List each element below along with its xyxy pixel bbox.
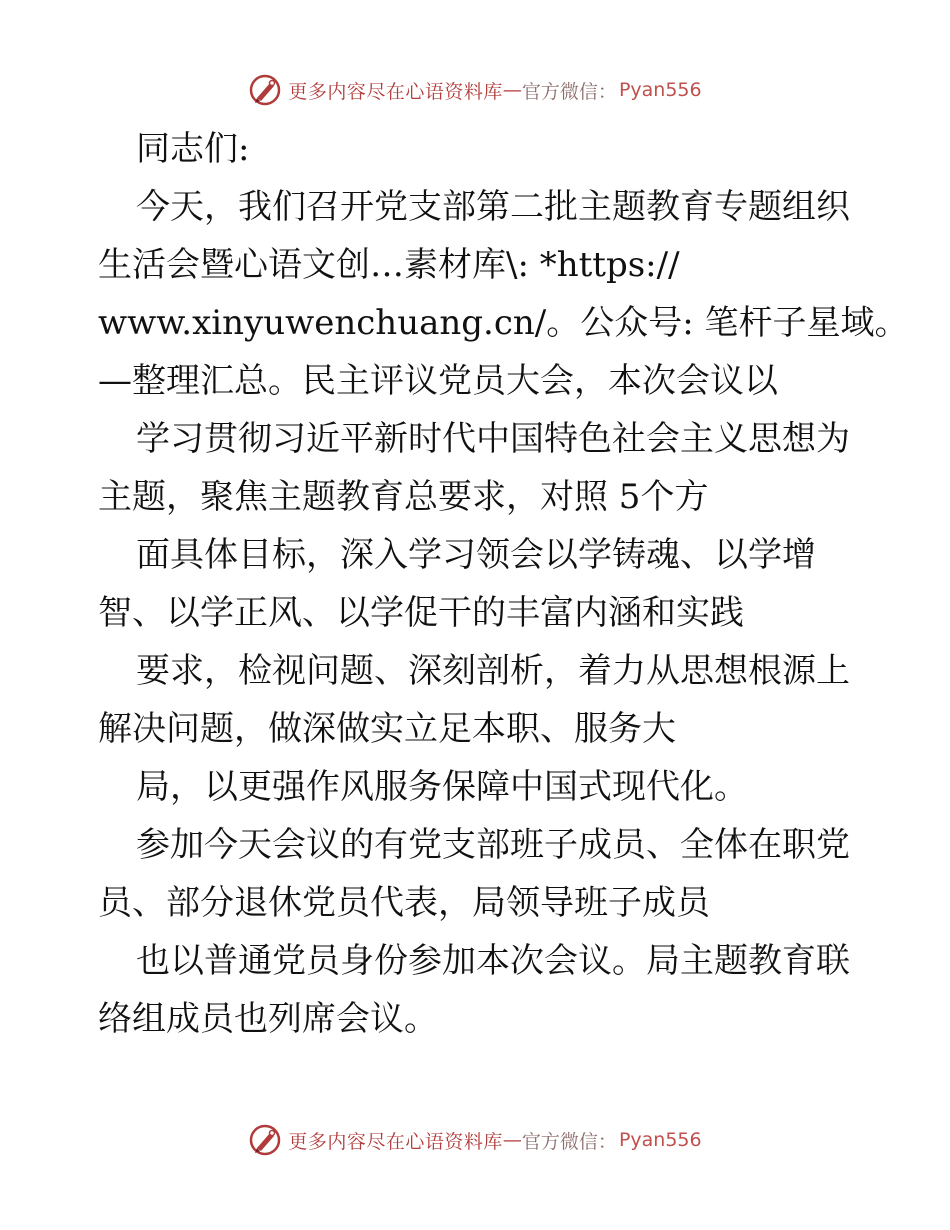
footer-separator: — bbox=[502, 1129, 522, 1151]
text-line: 面具体目标，深入学习领会以学铸魂、以学增 bbox=[136, 535, 816, 575]
header-wechat-id: Pyan556 bbox=[618, 79, 702, 101]
footer-wechat-id: Pyan556 bbox=[618, 1129, 702, 1151]
text-line: 生活会暨心语文创…素材库\: *https:// bbox=[98, 245, 680, 285]
text-line: 同志们: bbox=[136, 129, 250, 169]
footer-banner-text: 更多内容尽在心语资料库 bbox=[288, 1130, 503, 1153]
text-line: 学习贯彻习近平新时代中国特色社会主义思想为 bbox=[136, 419, 850, 459]
text-line: 解决问题，做深做实立足本职、服务大 bbox=[98, 709, 676, 749]
text-line: 今天，我们召开党支部第二批主题教育专题组织 bbox=[136, 187, 850, 227]
text-line: www.xinyuwenchuang.cn/。公众号: 笔杆子星域。 bbox=[98, 303, 909, 343]
text-line: 要求，检视问题、深刻剖析，着力从思想根源上 bbox=[136, 651, 850, 691]
text-line: —整理汇总。民主评议党员大会，本次会议以 bbox=[98, 361, 778, 401]
footer-banner[interactable] bbox=[0, 1120, 950, 1160]
text-line: 局，以更强作风服务保障中国式现代化。 bbox=[136, 767, 748, 807]
pen-logo-icon bbox=[248, 1123, 282, 1157]
header-separator: — bbox=[502, 79, 522, 101]
header-banner[interactable] bbox=[0, 70, 950, 110]
text-line: 主题，聚焦主题教育总要求，对照 5个方 bbox=[98, 477, 709, 517]
text-line: 参加今天会议的有党支部班子成员、全体在职党 bbox=[136, 825, 850, 865]
text-line: 也以普通党员身份参加本次会议。局主题教育联 bbox=[136, 941, 850, 981]
footer-wechat-label: 官方微信： bbox=[521, 1130, 617, 1153]
pen-logo-icon bbox=[248, 73, 282, 107]
header-wechat-label: 官方微信： bbox=[521, 80, 617, 103]
header-banner-text: 更多内容尽在心语资料库 bbox=[288, 80, 503, 103]
text-line: 员、部分退休党员代表，局领导班子成员 bbox=[98, 883, 710, 923]
text-line: 智、以学正风、以学促干的丰富内涵和实践 bbox=[98, 593, 744, 633]
text-line: 络组成员也列席会议。 bbox=[98, 999, 438, 1039]
